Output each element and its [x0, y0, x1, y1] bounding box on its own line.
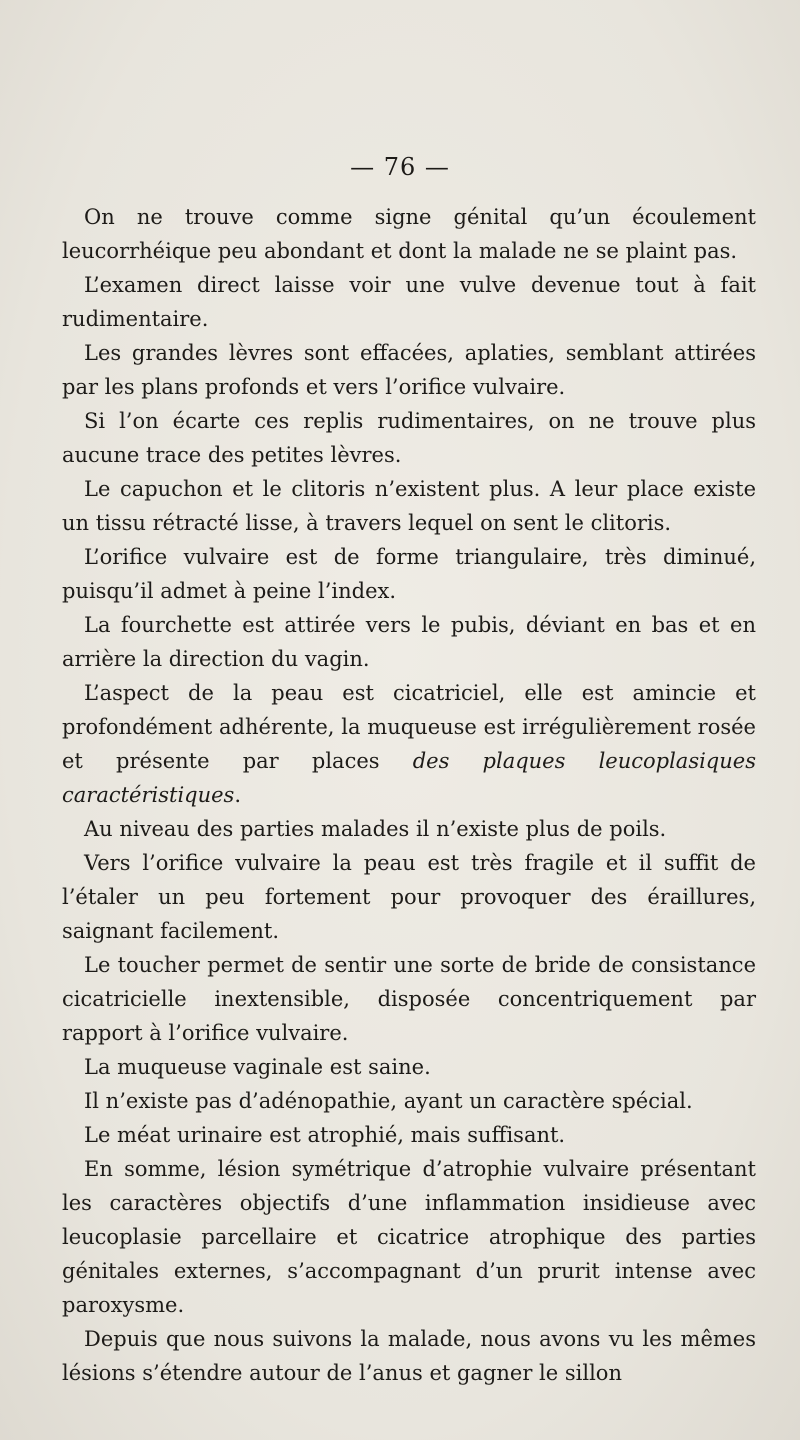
paragraph-text-end: . — [234, 783, 242, 807]
paragraph-with-emphasis — [62, 676, 756, 812]
paragraph: En somme, lésion symétrique d’atrophie vulvaire présentant les caractères objectifs d’une inflammation insidieuse avec leucoplasie parcellaire et cicatrice atrophique des parties génitales externes, s’accompagnant d’un prurit intense avec paroxysme. — [62, 1157, 756, 1317]
paragraph: Si l’on écarte ces replis rudimentaires, on ne trouve plus aucune trace des petites lèvres. — [62, 409, 756, 467]
paragraph: Au niveau des parties malades il n’existe plus de poils. — [84, 817, 667, 841]
paragraph: La muqueuse vaginale est saine. — [84, 1055, 431, 1079]
paragraph: Depuis que nous suivons la malade, nous avons vu les mêmes lésions s’étendre autour de l’anus et gagner le sillon — [62, 1327, 756, 1385]
emphasis-text: des plaques leucoplasiques caractéristiques — [62, 749, 756, 807]
paragraph: Le capuchon et le clitoris n’existent plus. A leur place existe un tissu rétracté lisse, à travers lequel on sent le clitoris. — [62, 477, 756, 535]
page-number: — 76 — — [350, 153, 450, 181]
paragraph: Le toucher permet de sentir une sorte de bride de consistance cicatricielle inextensible, disposée concentriquement par rapport à l’orifice vulvaire. — [62, 953, 756, 1045]
paragraph: L’orifice vulvaire est de forme triangulaire, très diminué, puisqu’il admet à peine l’index. — [62, 545, 756, 603]
paragraph: L’examen direct laisse voir une vulve devenue tout à fait rudimentaire. — [62, 273, 756, 331]
body-text — [62, 200, 756, 1390]
paragraph: Il n’existe pas d’adénopathie, ayant un caractère spécial. — [84, 1089, 693, 1113]
paragraph: Le méat urinaire est atrophié, mais suffisant. — [84, 1123, 566, 1147]
paragraph: La fourchette est attirée vers le pubis, déviant en bas et en arrière la direction du vagin. — [62, 613, 756, 671]
paragraph: Les grandes lèvres sont effacées, aplaties, semblant attirées par les plans profonds et vers l’orifice vulvaire. — [62, 341, 756, 399]
paragraph: On ne trouve comme signe génital qu’un écoulement leucorrhéique peu abondant et dont la malade ne se plaint pas. — [62, 205, 756, 263]
paragraph: Vers l’orifice vulvaire la peau est très fragile et il suffit de l’étaler un peu fortement pour provoquer des éraillures, saignant facilement. — [62, 851, 756, 943]
paragraph-text: L’aspect de la peau est cicatriciel, elle est amincie et profondément adhérente, la muqueuse est irrégulièrement rosée et présente par places — [62, 681, 756, 773]
